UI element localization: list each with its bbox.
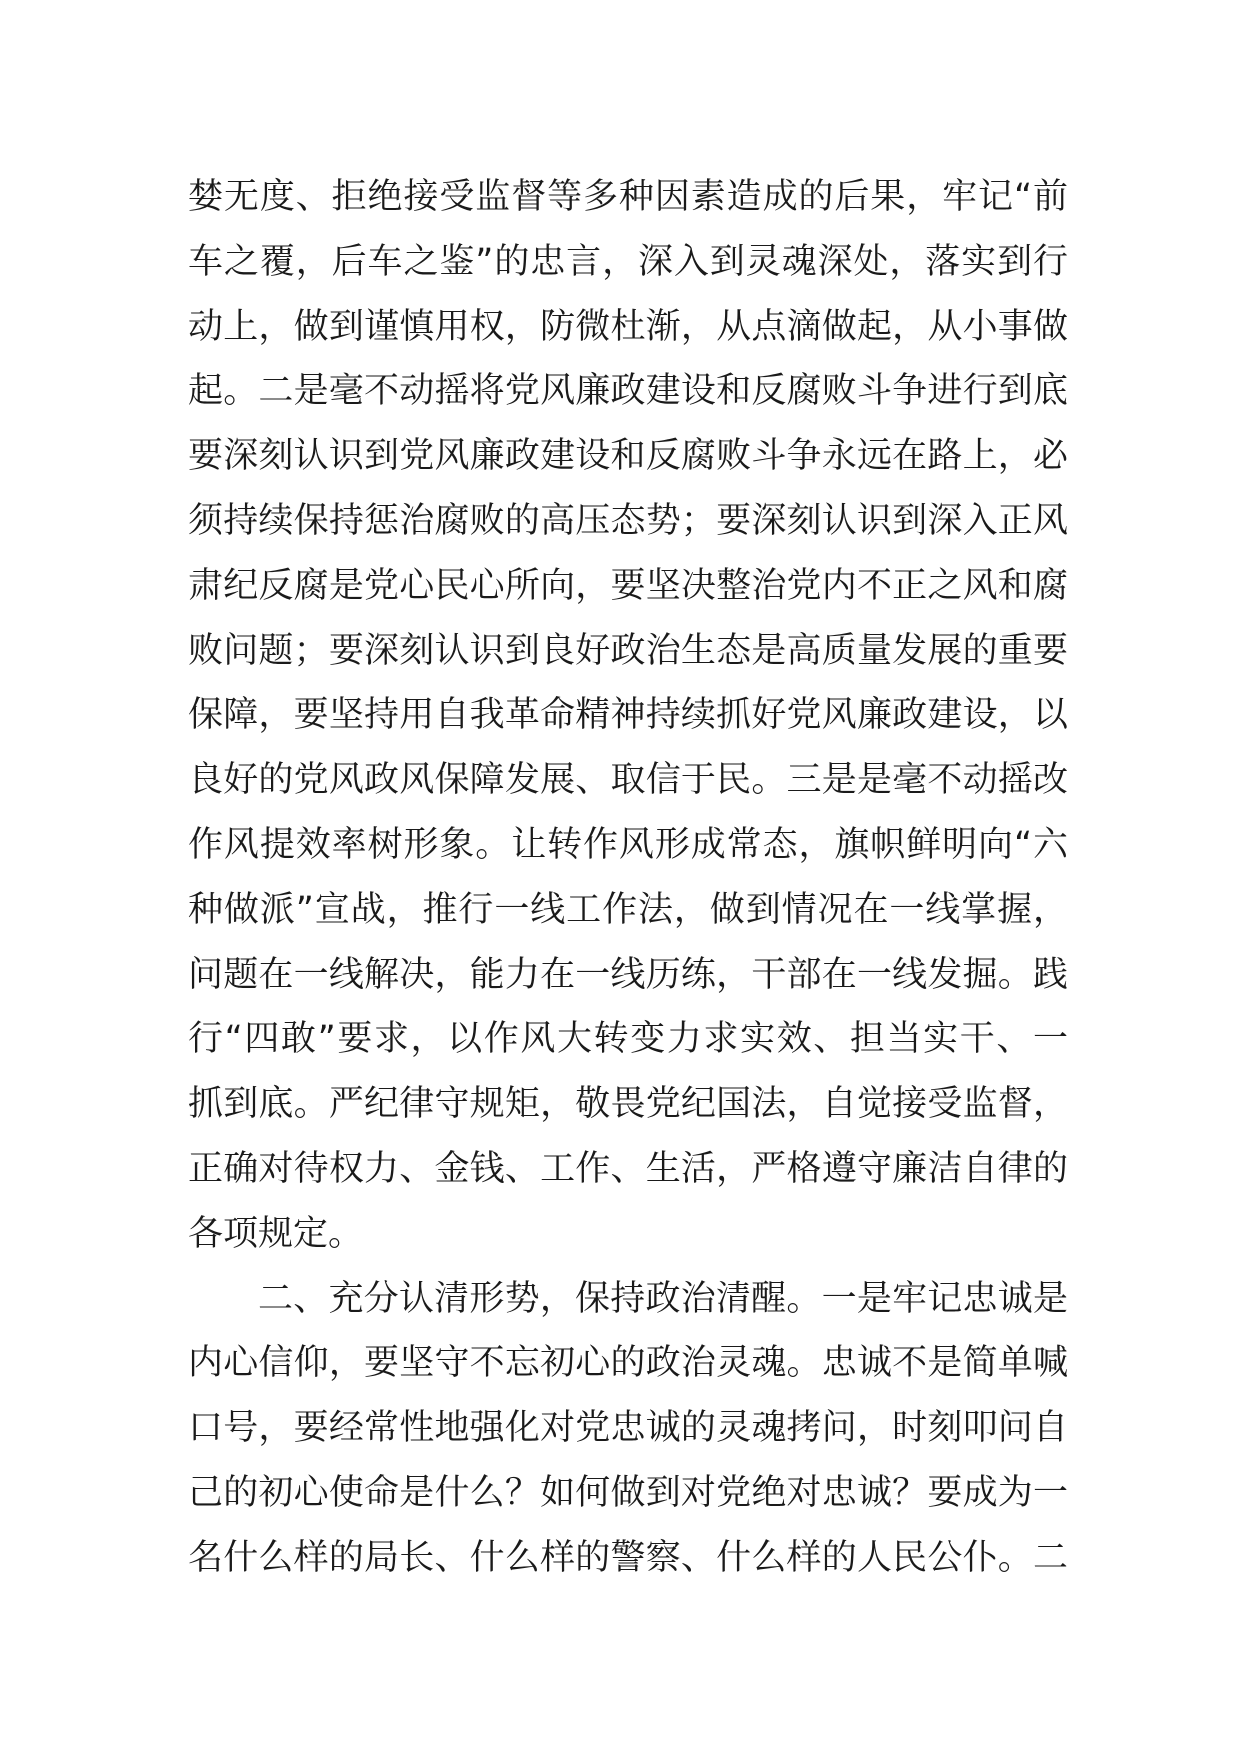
text-line: 正确对待权力、金钱、工作、生活，严格遵守廉洁自律的 (188, 1148, 1068, 1189)
text-line: 名什么样的局长、什么样的警察、什么样的人民公仆。二 (188, 1537, 1068, 1578)
text-line: 车之覆，后车之鉴”的忠言，深入到灵魂深处，落实到行 (188, 241, 1068, 282)
text-line: 动上，做到谨慎用权，防微杜渐，从点滴做起，从小事做 (188, 306, 1068, 347)
text-line: 己的初心使命是什么？如何做到对党绝对忠诚？要成为一 (188, 1472, 1068, 1513)
text-line: 要深刻认识到党风廉政建设和反腐败斗争永远在路上，必 (188, 436, 1068, 477)
text-line: 抓到底。严纪律守规矩，敬畏党纪国法，自觉接受监督， (188, 1084, 1068, 1125)
text-line: 问题在一线解决，能力在一线历练，干部在一线发掘。践 (188, 954, 1068, 995)
text-line: 婪无度、拒绝接受监督等多种因素造成的后果，牢记“前 (188, 177, 1068, 217)
text-line: 种做派”宣战，推行一线工作法，做到情况在一线掌握， (188, 889, 1068, 930)
text-line: 内心信仰，要坚守不忘初心的政治灵魂。忠诚不是简单喊 (188, 1343, 1068, 1384)
text-line: 败问题；要深刻认识到良好政治生态是高质量发展的重要 (188, 630, 1068, 671)
text-line: 须持续保持惩治腐败的高压态势；要深刻认识到深入正风 (188, 500, 1068, 541)
text-line: 作风提效率树形象。让转作风形成常态，旗帜鲜明向“六 (188, 824, 1068, 865)
text-line: 起。二是毫不动摇将党风廉政建设和反腐败斗争进行到底 (188, 371, 1068, 412)
text-line: 保障，要坚持用自我革命精神持续抓好党风廉政建设，以 (188, 695, 1068, 736)
section-heading-line: 二、充分认清形势，保持政治清醒。一是牢记忠诚是 (258, 1278, 1068, 1319)
text-line: 口号，要经常性地强化对党忠诚的灵魂拷问，时刻叩问自 (188, 1408, 1068, 1449)
text-line: 肃纪反腐是党心民心所向，要坚决整治党内不正之风和腐 (188, 565, 1068, 606)
text-line: 行“四敢”要求，以作风大转变力求实效、担当实干、一 (188, 1019, 1068, 1060)
document-body (188, 165, 1068, 1591)
paragraph-end-line: 各项规定。 (188, 1213, 364, 1254)
text-line: 良好的党风政风保障发展、取信于民。三是是毫不动摇改 (188, 760, 1068, 801)
